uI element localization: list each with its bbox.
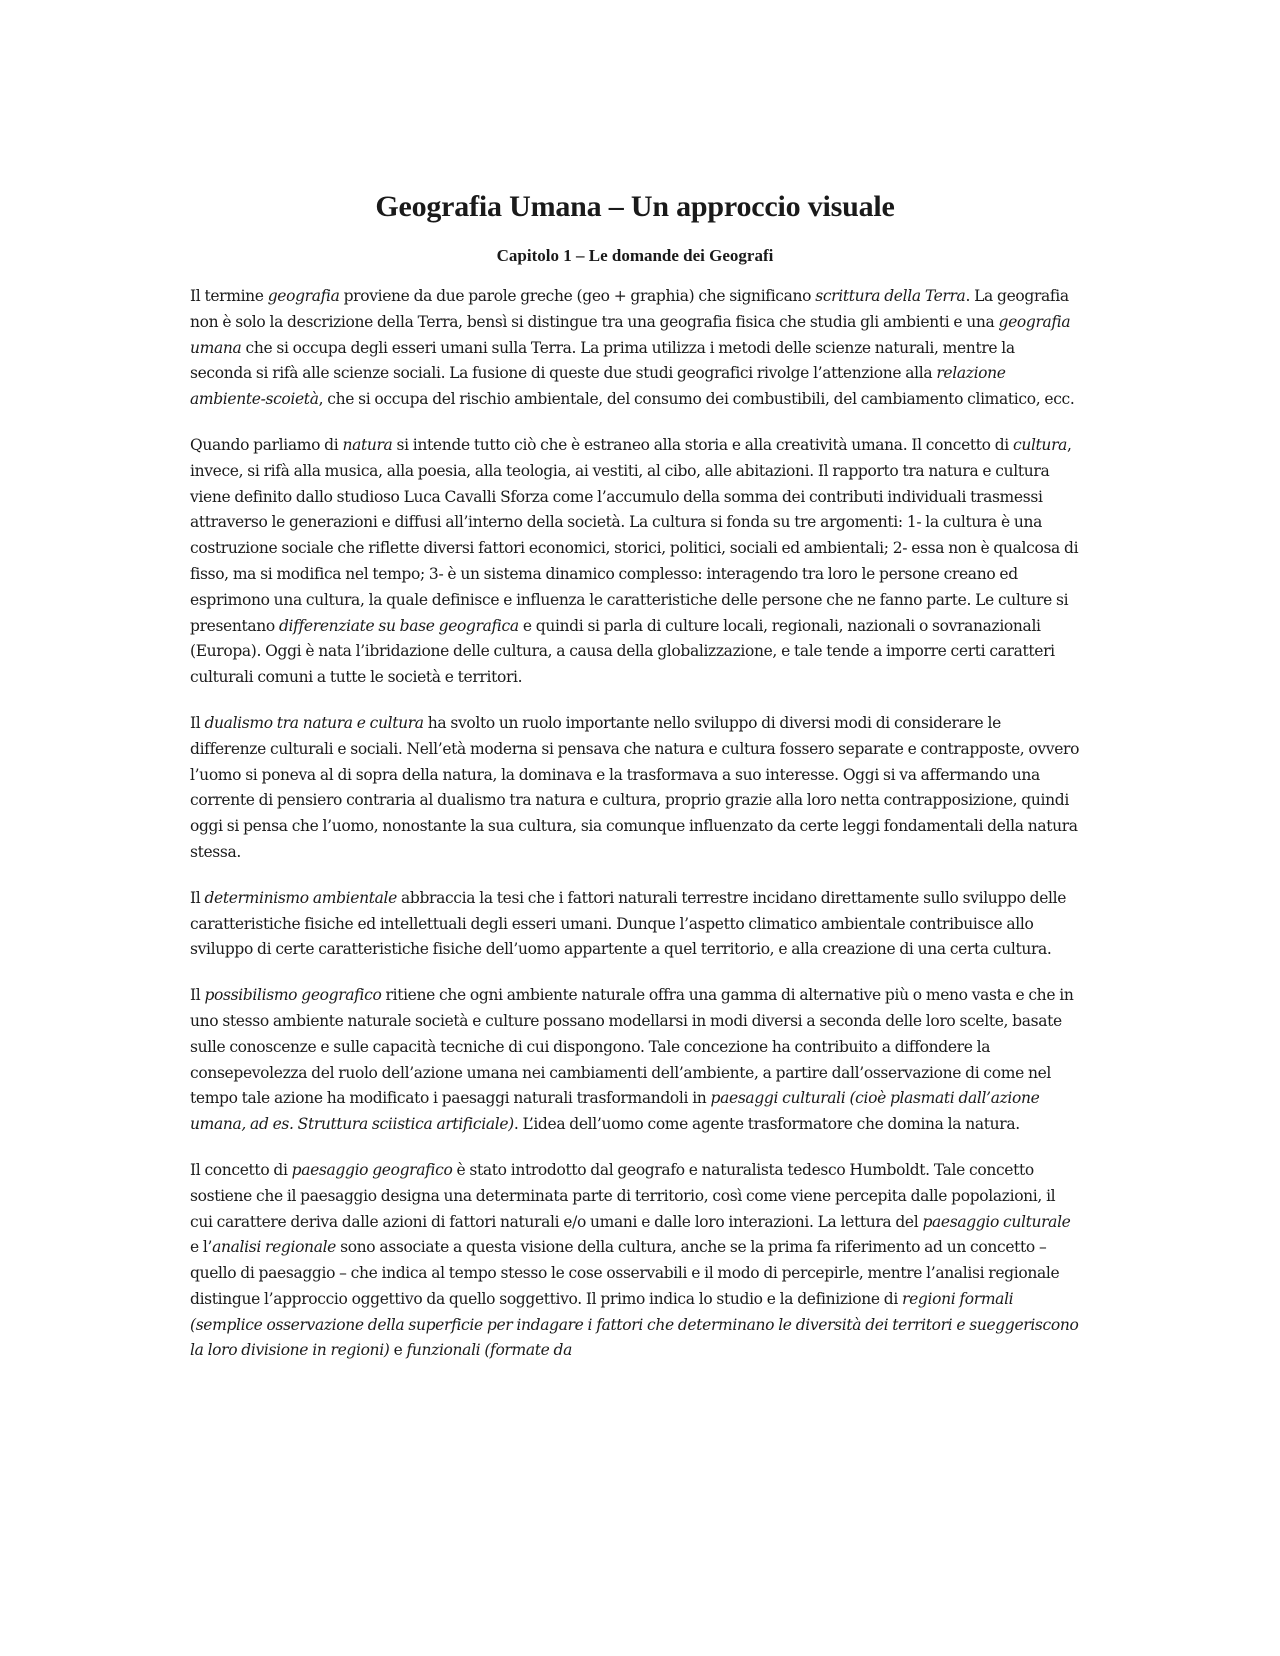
paragraph-dualismo [190,711,1080,866]
italic-term: cultura [1012,435,1068,454]
italic-term: dualismo tra natura e cultura [204,713,424,732]
italic-term: paesaggio culturale [922,1212,1071,1231]
italic-term: relazione ambiente-scoietà [190,364,1006,409]
text-run: sono associate a questa visione della cultura, anche se la prima fa riferimento ad un concetto – quello di paesaggio – che indica al tempo stesso le cose osservabili e il modo di percepirle, mentre l’analisi regionale distingue l’approccio oggettivo da quello soggettivo. Il primo indica lo studio e la definizione di [190,1238,1060,1308]
text-run: si intende tutto ciò che è estraneo alla storia e alla creatività umana. Il concetto di [392,435,1013,454]
text-run: abbraccia la tesi che i fattori naturali terrestre incidano direttamente sullo sviluppo delle caratteristiche fisiche ed intellettuali degli esseri umani. Dunque l’aspetto climatico ambientale contribuisce allo sviluppo di certe caratteristiche fisiche dell’uomo appartente a quel territorio, e alla creazione di una certa cultura. [190,888,1067,959]
text-run: Il [190,888,205,907]
paragraph-geografia [190,284,1080,413]
text-run: Il [190,986,205,1005]
italic-term: possibilismo geografico [204,986,382,1005]
paragraph-determinismo [190,886,1080,963]
text-run: , che si occupa del rischio ambientale, del consumo dei combustibili, del cambiamento climatico, ecc. [318,390,1075,409]
text-run: Il termine [190,287,268,305]
italic-term: geografia umana [190,312,1071,357]
text-run: proviene da due parole greche (geo + graphia) che significano [339,287,816,305]
text-run: e [389,1341,407,1360]
text-run: Il concetto di [190,1160,292,1179]
italic-term: paesaggi culturali (cioè plasmati dall’azione umana, ad es. Struttura sciistica artificiale) [190,1089,1040,1134]
text-run: , invece, si rifà alla musica, alla poesia, alla teologia, ai vestiti, al cibo, alle abitazioni. Il rapporto tra natura e cultura viene definito dallo studioso Luca Cavalli Sforza come l’accumulo della somma dei contributi individuali trasmessi attraverso le generazioni e diffusi all’interno della società. La cultura si fonda su tre argomenti: 1- la cultura è una costruzione sociale che riflette diversi fattori economici, storici, politici, sociali ed ambientali; 2- essa non è qualcosa di fisso, ma si modifica nel tempo; 3- è un sistema dinamico complesso: interagendo tra loro le persone creano ed esprimono una cultura, la quale definisce e influenza le caratteristiche delle persone che ne fanno parte. Le culture si presentano [190,435,1079,635]
text-run: e l’ [190,1238,213,1257]
text-run: che si occupa degli esseri umani sulla Terra. La prima utilizza i metodi delle scienze naturali, mentre la seconda si rifà alle scienze sociali. La fusione di queste due studi geografici rivolge l’attenzione alla [190,338,1015,383]
text-run: ritiene che ogni ambiente naturale offra una gamma di alternative più o meno vasta e che in uno stesso ambiente naturale società e culture possano modellarsi in modi diversi a seconda delle loro scelte, basate sulle conoscenze e sulle capacità tecniche di cui dispongono. Tale concezione ha contribuito a diffondere la consepevolezza del ruolo dell’azione umana nei cambiamenti dell’ambiente, a partire dall’osservazione di come nel tempo tale azione ha modificato i paesaggi naturali trasformandoli in [190,986,1074,1108]
text-run: . L’idea dell’uomo come agente trasformatore che domina la natura. [513,1115,1020,1134]
text-run: Quando parliamo di [190,435,343,454]
italic-term: determinismo ambientale [204,888,397,907]
italic-term: funzionali (formate da [406,1341,572,1360]
text-run: ha svolto un ruolo importante nello sviluppo di diversi modi di considerare le differenze culturali e sociali. Nell’età moderna si pensava che natura e cultura fossero separate e contrapposte, ovvero l’uomo si poneva al di sopra della natura, la dominava e la trasformava a suo interesse. Oggi si va affermando una corrente di pensiero contraria al dualismo tra natura e cultura, proprio grazie alla loro netta contrapposizione, quindi oggi si pensa che l’uomo, nonostante la sua cultura, sia comunque influenzato da certe leggi fondamentali della natura stessa. [190,713,1080,861]
paragraph-natura-cultura [190,433,1080,691]
document-page [190,190,1080,1384]
text-run: e quindi si parla di culture locali, regionali, nazionali o sovranazionali (Europa). Oggi è nata l’ibridazione delle cultura, a causa della globalizzazione, e tale tende a imporre certi caratteri culturali comuni a tutte le società e territori. [190,616,1055,687]
italic-term: paesaggio geografico [291,1160,453,1179]
chapter-heading: Capitolo 1 – Le domande dei Geografi [496,246,774,265]
italic-term: geografia [267,287,340,305]
italic-term: scrittura della Terra [815,287,966,305]
text-run: è stato introdotto dal geografo e naturalista tedesco Humboldt. Tale concetto sostiene che il paesaggio designa una determinata parte di territorio, così come viene percepita dalle popolazioni, il cui carattere deriva dalle azioni di fattori naturali e/o umani e dalle loro interazioni. La lettura del [190,1160,1056,1231]
italic-term: differenziate su base geografica [278,616,519,635]
italic-term: natura [342,435,393,454]
paragraph-possibilismo [190,983,1080,1138]
document-title: Geografia Umana – Un approccio visuale [375,190,895,223]
italic-term: regioni formali (semplice osservazione della superficie per indagare i fattori che determinano le diversità dei territori e sueggeriscono la loro divisione in regioni) [190,1289,1079,1360]
text-run: Il [190,713,205,732]
paragraph-paesaggio [190,1158,1080,1364]
text-run: . La geografia non è solo la descrizione della Terra, bensì si distingue tra una geografia fisica che studia gli ambienti e una [190,287,1069,331]
italic-term: analisi regionale [212,1238,337,1257]
